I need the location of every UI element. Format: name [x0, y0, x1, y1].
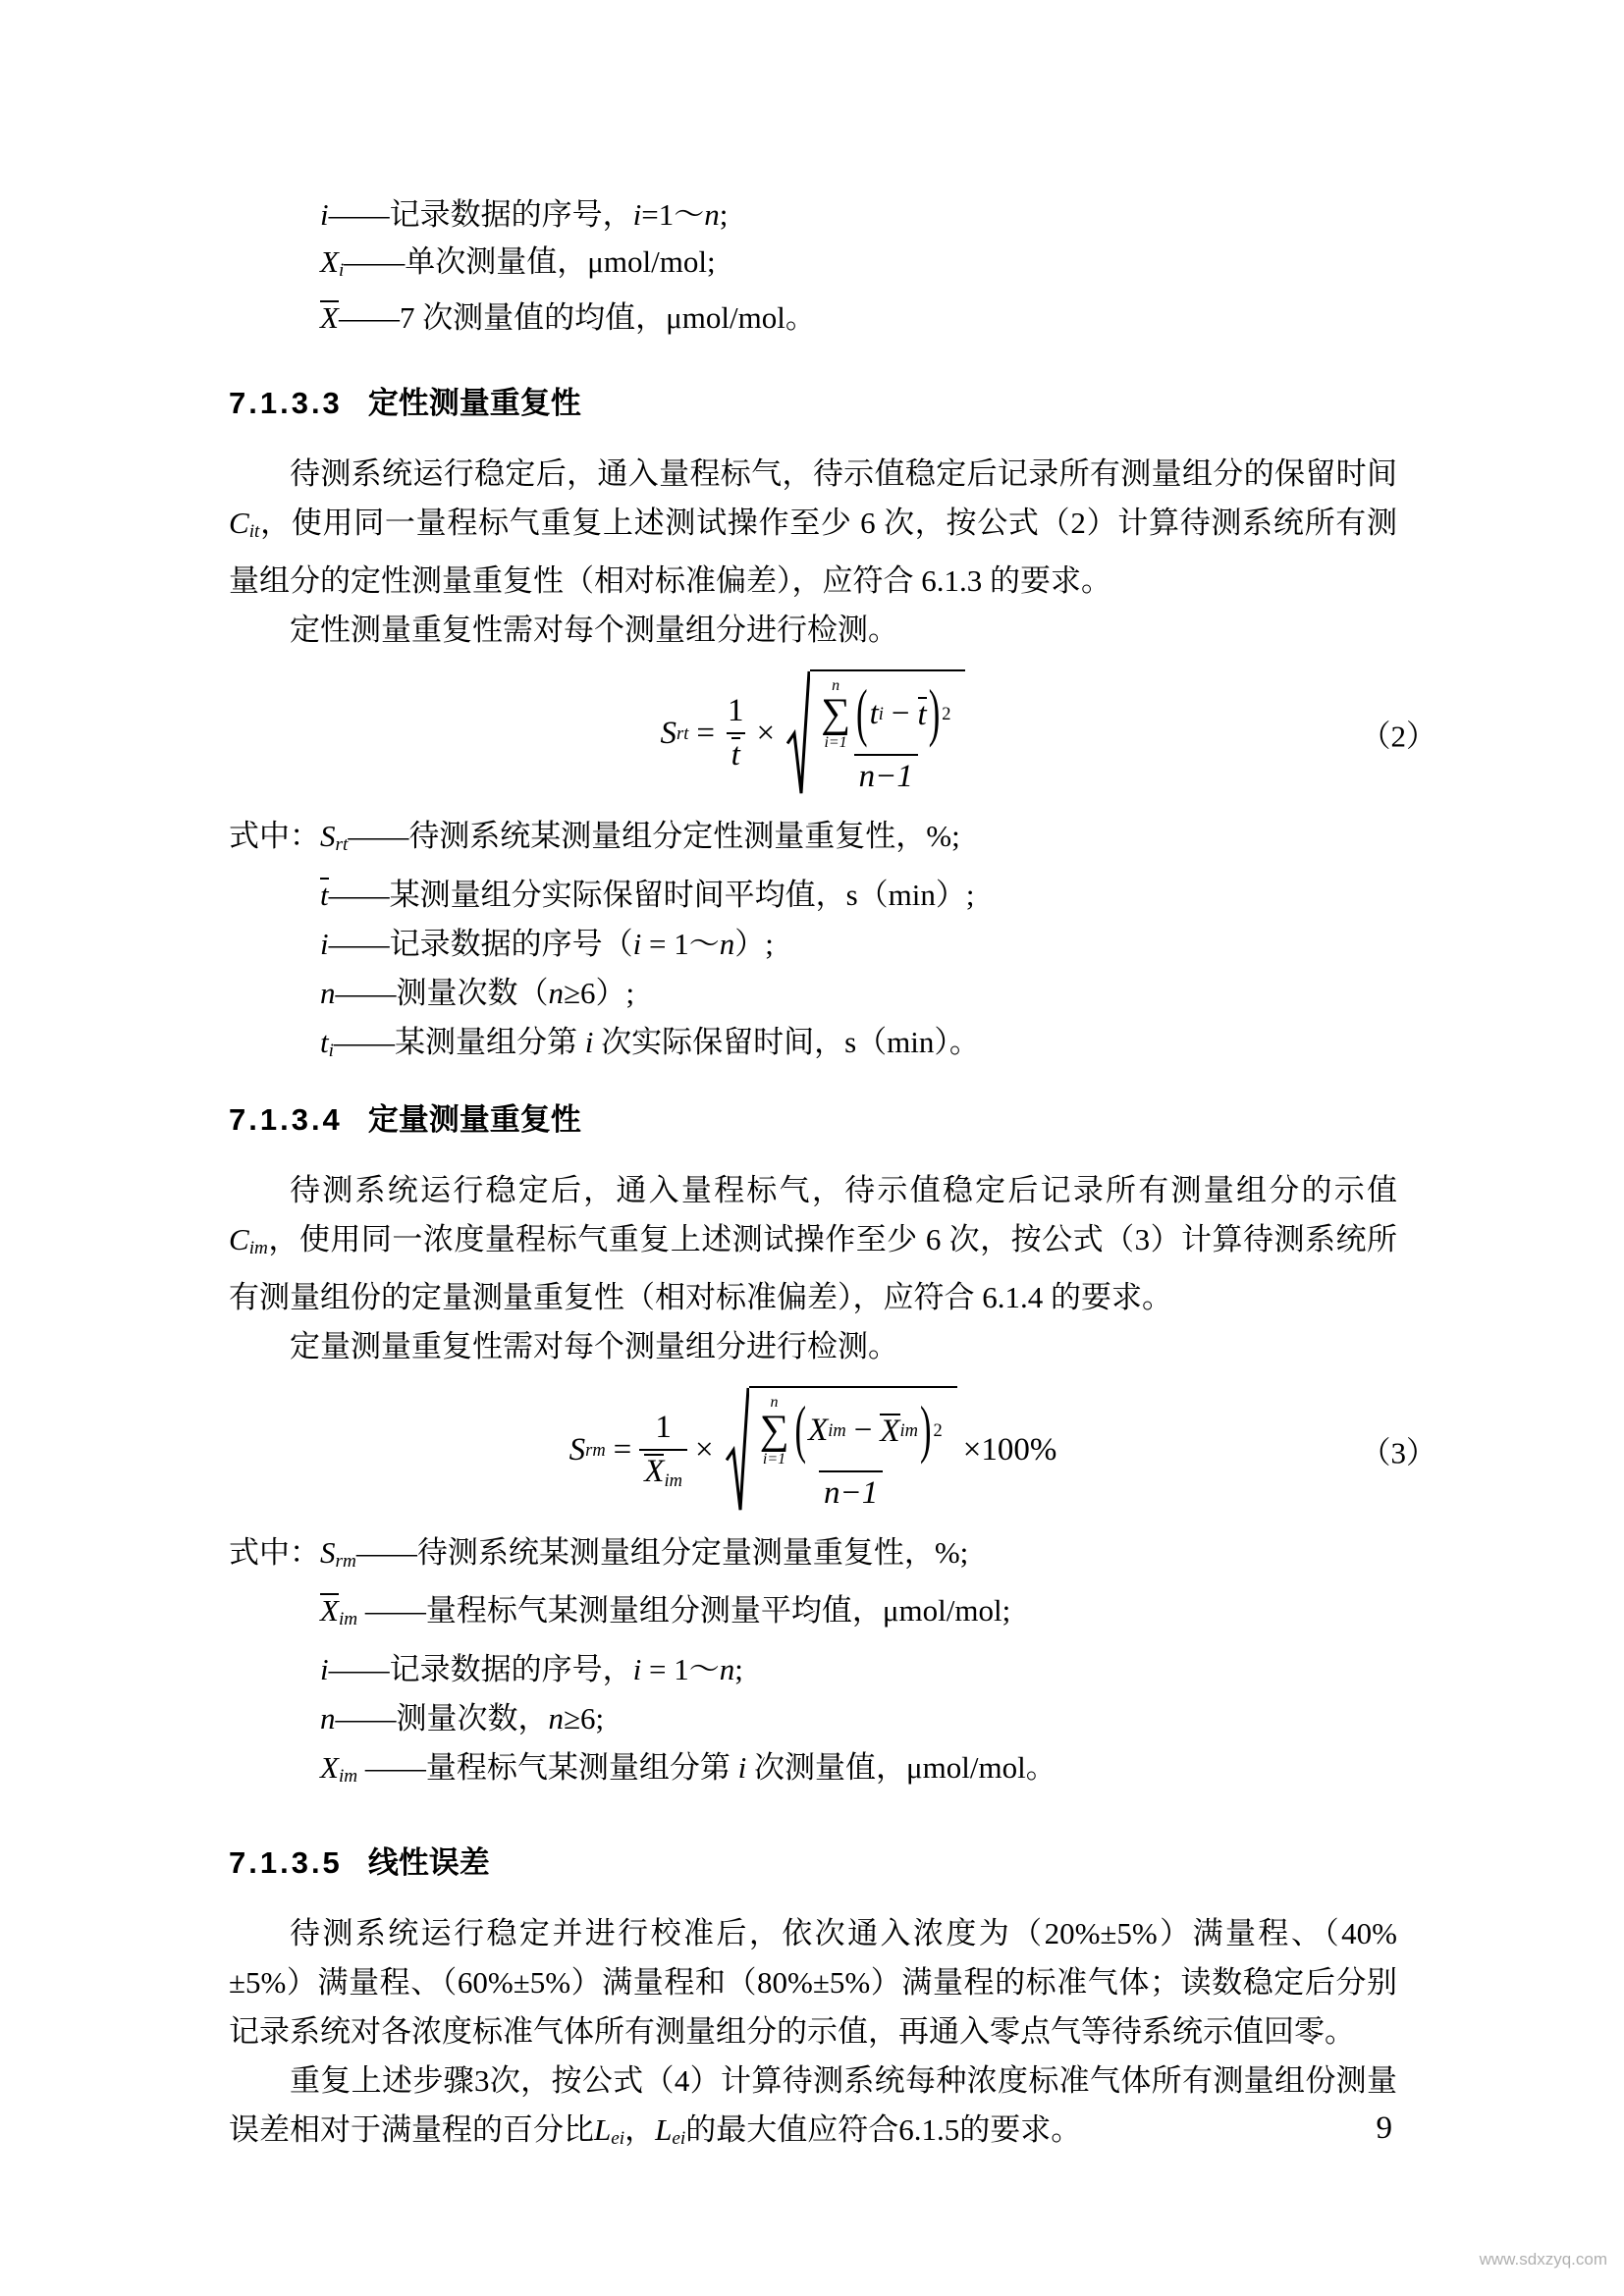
formula-legend [229, 1528, 1397, 1801]
sum-upper-limit: n [770, 1394, 779, 1412]
legend-text: Srt——待测系统某测量组分定性测量重复性，%; [320, 819, 960, 856]
times-100-percent: ×100% [962, 1431, 1057, 1468]
equation-body [661, 669, 966, 797]
definition-item: X——7 次测量值的均值，μmol/mol。 [320, 300, 816, 336]
math-subscript: i [878, 704, 884, 724]
radicand [810, 669, 965, 797]
legend-row: n——测量次数，n≥6; [320, 1700, 605, 1735]
section-heading-7135 [229, 1842, 1397, 1884]
minus-sign: − [853, 1413, 873, 1449]
section-number: 7.1.3.4 [229, 1101, 343, 1137]
page-number: 9 [1376, 2110, 1392, 2146]
equation-number: （3） [1360, 1435, 1436, 1470]
legend-row [229, 1528, 1397, 1586]
right-paren: ) [928, 677, 941, 750]
summation [821, 677, 850, 751]
fraction [639, 1410, 687, 1491]
section-heading-7134 [229, 1099, 1397, 1141]
right-paren: ) [919, 1394, 932, 1466]
denominator [727, 732, 745, 774]
sum-lower-limit: i=1 [762, 1450, 786, 1468]
legend-row: i——记录数据的序号，i = 1～n; [320, 1651, 743, 1686]
formula-2 [229, 661, 1436, 806]
definition-item: i——记录数据的序号，i=1～n; [320, 197, 729, 232]
section-title: 定量测量重复性 [367, 1101, 581, 1137]
formula-legend [229, 812, 1397, 1075]
left-paren: ( [794, 1394, 807, 1466]
minus-sign: − [891, 696, 910, 732]
section-number: 7.1.3.5 [229, 1844, 343, 1880]
legend-row: Xim ——量程标气某测量组分第 i 次测量值，μmol/mol。 [320, 1749, 1056, 1787]
exponent: 2 [933, 1420, 943, 1441]
equals-sign: = [613, 1431, 632, 1468]
mean-t: t [917, 697, 927, 733]
legend-row: Xim ——量程标气某测量组分测量平均值，μmol/mol; [320, 1593, 1011, 1630]
sigma-icon: ∑ [821, 690, 851, 736]
legend-label: 式中： [229, 1535, 320, 1571]
sum-upper-limit: n [832, 677, 840, 695]
radical-sign-icon [726, 1386, 749, 1514]
math-subscript: im [828, 1420, 846, 1441]
math-subscript: rt [677, 722, 689, 743]
fraction [723, 693, 749, 774]
section-title: 线性误差 [367, 1844, 490, 1880]
paragraph: 待测系统运行稳定后，通入量程标气，待示值稳定后记录所有测量组分的示值 Cim，使用同一浓度量程标气重复上述测试操作至少 6 次，按公式（3）计算待测系统所有测量组份的定量测量重复性（相对标准偏差），应符合 6.1.4 的要求。 [229, 1172, 1397, 1315]
equation-number: （2） [1360, 719, 1436, 754]
denominator: n−1 [854, 754, 918, 795]
page-content [229, 191, 1436, 2163]
paragraph: 待测系统运行稳定后，通入量程标气，待示值稳定后记录所有测量组分的保留时间 Cit，使用同一量程标气重复上述测试操作至少 6 次，按公式（2）计算待测系统所有测量组分的定性测量重复性（相对标准偏差），应符合 6.1.3 的要求。 [229, 456, 1397, 599]
math-var: t [869, 696, 879, 732]
legend-row: ti——某测量组分第 i 次实际保留时间，s（min）。 [320, 1024, 980, 1061]
paragraph: 定量测量重复性需对每个测量组分进行检测。 [290, 1329, 898, 1364]
section-heading-7133 [229, 383, 1397, 424]
equation-body [569, 1386, 1057, 1514]
mean-x: X [880, 1413, 900, 1449]
exponent: 2 [942, 704, 951, 724]
formula-3 [229, 1377, 1436, 1522]
legend-row: n——测量次数（n≥6）; [320, 975, 635, 1010]
left-paren: ( [856, 677, 868, 750]
radical-sign-icon [786, 669, 810, 797]
square-root [726, 1386, 957, 1514]
mean-t: t [731, 737, 740, 774]
math-subscript: im [664, 1469, 682, 1490]
numerator: 1 [655, 1409, 672, 1445]
summation [760, 1394, 789, 1468]
section-number: 7.1.3.3 [229, 386, 343, 421]
paragraph: 待测系统运行稳定并进行校准后，依次通入浓度为（20%±5%）满量程、（40%±5%）满量程、（60%±5%）满量程和（80%±5%）满量程的标准气体；读数稳定后分别记录系统对各浓度标准气体所有测量组分的示值，再通入零点气等待系统示值回零。 [229, 1915, 1397, 2049]
math-var: X [808, 1413, 829, 1449]
numerator: 1 [727, 693, 744, 729]
definition-item: Xi——单次测量值，μmol/mol; [320, 244, 716, 282]
section-title: 定性测量重复性 [367, 386, 581, 421]
equals-sign: = [696, 715, 715, 751]
math-var: S [660, 715, 677, 751]
paragraph: 重复上述步骤3次，按公式（4）计算待测系统每种浓度标准气体所有测量组份测量误差相对于满量程的百分比Lei，Lei的最大值应符合6.1.5的要求。 [229, 2062, 1397, 2149]
legend-row: i——记录数据的序号（i = 1～n）; [320, 926, 774, 961]
math-var: S [568, 1431, 586, 1468]
definition-list [229, 191, 1397, 342]
sum-lower-limit: i=1 [824, 733, 847, 751]
legend-row [229, 812, 1397, 870]
square-root [786, 669, 965, 797]
math-subscript: rm [585, 1439, 606, 1460]
times-sign: × [756, 715, 776, 751]
math-subscript: im [899, 1420, 918, 1441]
mean-x: X [644, 1453, 665, 1489]
denominator: n−1 [819, 1470, 883, 1512]
paragraph: 定性测量重复性需对每个测量组分进行检测。 [290, 613, 898, 648]
radicand [749, 1386, 957, 1514]
watermark: www.sdxzyq.com [1479, 2250, 1607, 2269]
sigma-icon: ∑ [759, 1407, 789, 1453]
legend-row: t——某测量组分实际保留时间平均值，s（min）; [320, 877, 975, 912]
times-sign: × [694, 1431, 714, 1468]
legend-text: Srm——待测系统某测量组分定量测量重复性，%; [320, 1535, 969, 1573]
legend-label: 式中： [229, 819, 320, 854]
denominator [639, 1449, 687, 1491]
